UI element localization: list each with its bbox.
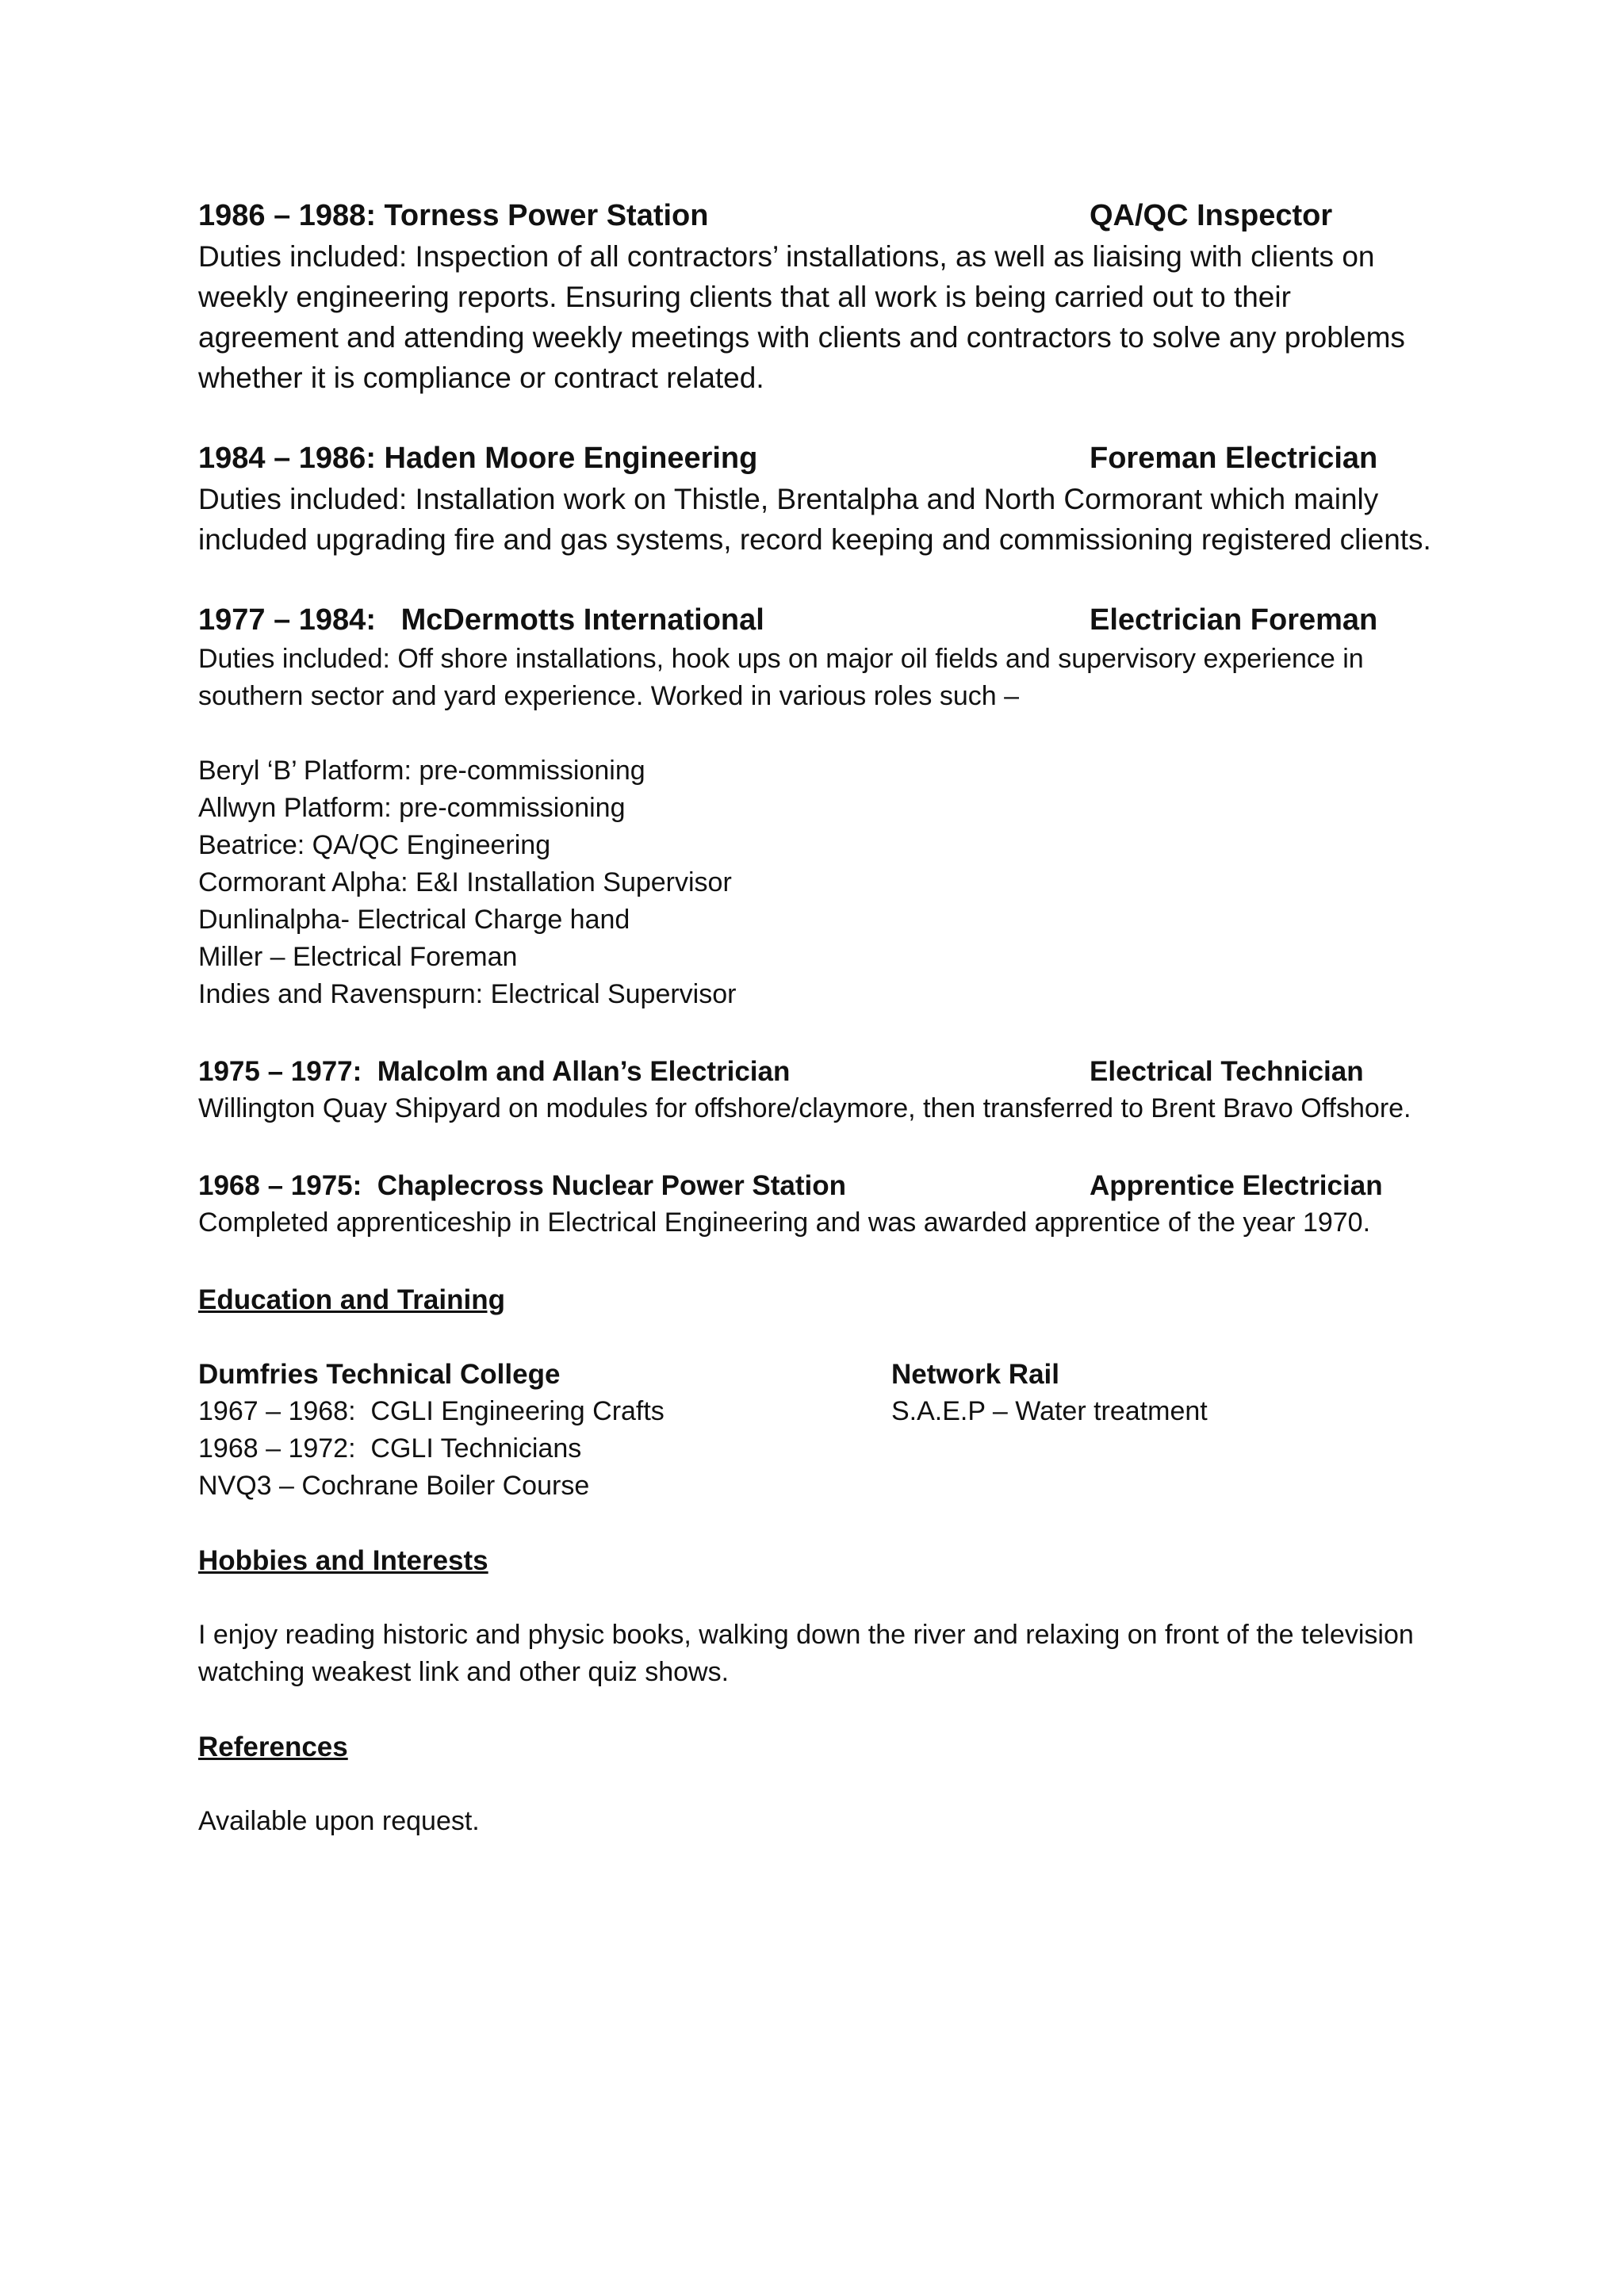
education-left-column <box>198 1356 891 1505</box>
job-period: 1984 – 1986: Haden Moore Engineering <box>198 442 758 475</box>
job-entry-haden-moore <box>198 438 1435 560</box>
job-description: Duties included: Inspection of all contractors’ installations, as well as liaising with clients on weekly engineering reports. Ensuring clients that all work is being carried out to their agreement and attending weekly meetings with clients and contractors to solve any problems whether it is compliance or contract related. <box>198 240 1405 394</box>
job-title: Foreman Electrician <box>1090 442 1378 475</box>
role-item: Beryl ‘B’ Platform: pre-commissioning <box>198 756 645 786</box>
role-item: Allwyn Platform: pre-commissioning <box>198 793 626 823</box>
job-entry-malcolm-allan <box>198 1053 1435 1127</box>
role-item: Indies and Ravenspurn: Electrical Supervisor <box>198 979 737 1009</box>
education-block <box>198 1356 1435 1505</box>
job-title: Electrician Foreman <box>1090 603 1378 637</box>
education-institution: Network Rail <box>891 1359 1059 1390</box>
job-title: QA/QC Inspector <box>1090 199 1333 232</box>
education-line: NVQ3 – Cochrane Boiler Course <box>198 1471 590 1501</box>
education-line: 1967 – 1968: CGLI Engineering Crafts <box>198 1396 665 1426</box>
job-header <box>198 438 1435 479</box>
role-item: Miller – Electrical Foreman <box>198 942 518 972</box>
hobbies-text: I enjoy reading historic and physic books, walking down the river and relaxing on front of the television watching weakest link and other quiz shows. <box>198 1620 1414 1687</box>
references-heading: References <box>198 1732 348 1762</box>
job-entry-mcdermotts <box>198 599 1435 1013</box>
job-title: Electrical Technician <box>1090 1056 1364 1087</box>
job-period: 1975 – 1977: Malcolm and Allan’s Electrician <box>198 1056 791 1087</box>
job-period: 1968 – 1975: Chaplecross Nuclear Power Station <box>198 1170 847 1201</box>
job-period: 1977 – 1984: McDermotts International <box>198 603 764 637</box>
references-text: Available upon request. <box>198 1806 480 1836</box>
job-period: 1986 – 1988: Torness Power Station <box>198 199 709 232</box>
education-right-column <box>891 1356 1208 1505</box>
job-description: Willington Quay Shipyard on modules for offshore/claymore, then transferred to Brent Bravo Offshore. <box>198 1093 1411 1123</box>
role-item: Dunlinalpha- Electrical Charge hand <box>198 905 630 935</box>
job-description: Completed apprenticeship in Electrical Engineering and was awarded apprentice of the year 1970. <box>198 1207 1371 1238</box>
role-item: Cormorant Alpha: E&I Installation Supervisor <box>198 867 732 897</box>
job-description: Duties included: Off shore installations, hook ups on major oil fields and supervisory experience in southern sector and yard experience. Worked in various roles such – <box>198 644 1364 711</box>
job-title: Apprentice Electrician <box>1090 1170 1383 1201</box>
education-line: 1968 – 1972: CGLI Technicians <box>198 1433 582 1464</box>
role-list <box>198 752 1435 1013</box>
job-header <box>198 1167 1435 1204</box>
education-institution: Dumfries Technical College <box>198 1359 561 1390</box>
education-heading: Education and Training <box>198 1284 505 1315</box>
role-item: Beatrice: QA/QC Engineering <box>198 830 551 860</box>
job-header <box>198 599 1435 641</box>
job-entry-torness <box>198 195 1435 398</box>
job-description: Duties included: Installation work on Thistle, Brentalpha and North Cormorant which mainly included upgrading fire and gas systems, record keeping and commissioning registered clients. <box>198 483 1431 556</box>
job-header <box>198 195 1435 236</box>
job-header <box>198 1053 1435 1090</box>
hobbies-heading: Hobbies and Interests <box>198 1545 488 1576</box>
job-entry-chaplecross <box>198 1167 1435 1242</box>
education-line: S.A.E.P – Water treatment <box>891 1396 1208 1426</box>
cv-document <box>198 195 1435 1877</box>
